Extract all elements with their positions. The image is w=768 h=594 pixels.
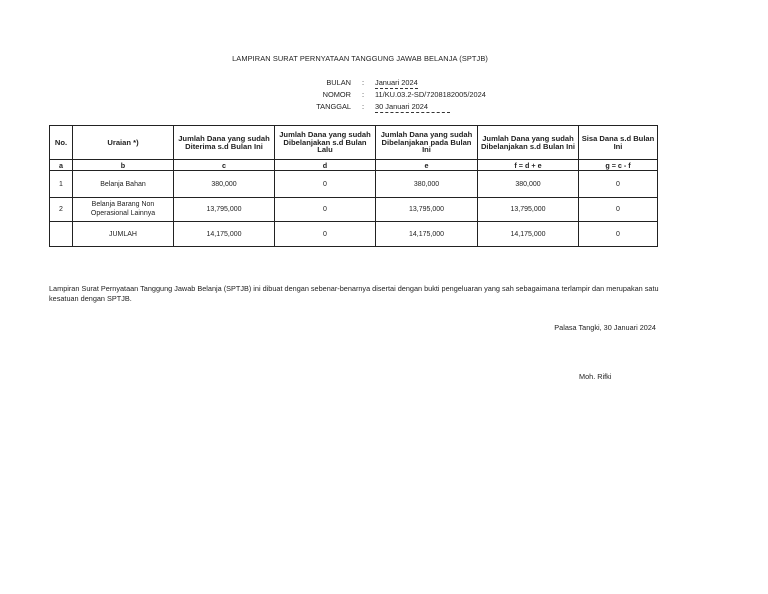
place-date: Palasa Tangki, 30 Januari 2024 [554, 323, 656, 332]
meta-row-tanggal [0, 102, 768, 114]
sptjb-table [49, 125, 658, 247]
cell-bulan-lalu: 0 [275, 171, 376, 198]
cell-bulan-ini: 380,000 [376, 171, 478, 198]
col-letter: d [275, 160, 376, 171]
col-letter: g = c - f [579, 160, 658, 171]
col-letter: b [73, 160, 174, 171]
meta-row-nomor [0, 90, 768, 102]
meta-value-nomor: 11/KU.03.2-SD/7208182005/2024 [375, 90, 486, 99]
col-letter: a [50, 160, 73, 171]
col-header-sisa: Sisa Dana s.d Bulan Ini [579, 126, 658, 160]
table-row [50, 198, 658, 222]
col-header-diterima: Jumlah Dana yang sudah Diterima s.d Bulan Ini [174, 126, 275, 160]
col-header-sd-bulan-ini: Jumlah Dana yang sudah Dibelanjakan s.d Bulan Ini [478, 126, 579, 160]
cell-uraian: Belanja Barang Non Operasional Lainnya [73, 198, 174, 222]
meta-colon: : [362, 102, 365, 111]
cell-uraian: Belanja Bahan [73, 171, 174, 198]
col-letter: c [174, 160, 275, 171]
meta-row-bulan [0, 78, 768, 90]
cell-sisa: 0 [579, 171, 658, 198]
meta-label: NOMOR [322, 90, 351, 99]
meta-colon: : [362, 90, 365, 99]
cell-bulan-ini: 13,795,000 [376, 198, 478, 222]
col-header-no: No. [50, 126, 73, 160]
cell-sd-bulan-ini: 380,000 [478, 171, 579, 198]
cell-no [50, 222, 73, 247]
col-header-bulan-lalu: Jumlah Dana yang sudah Dibelanjakan s.d Bulan Lalu [275, 126, 376, 160]
cell-sisa: 0 [579, 198, 658, 222]
document-title: LAMPIRAN SURAT PERNYATAAN TANGGUNG JAWAB BELANJA (SPTJB) [232, 54, 488, 63]
cell-bulan-lalu: 0 [275, 198, 376, 222]
col-header-bulan-ini: Jumlah Dana yang sudah Dibelanjakan pada Bulan Ini [376, 126, 478, 160]
cell-no: 2 [50, 198, 73, 222]
cell-sd-bulan-ini: 13,795,000 [478, 198, 579, 222]
cell-total-sd-bulan-ini: 14,175,000 [478, 222, 579, 247]
cell-total-sisa: 0 [579, 222, 658, 247]
closing-note: Lampiran Surat Pernyataan Tanggung Jawab Belanja (SPTJB) ini dibuat dengan sebenar-benarnya disertai dengan bukti pengeluaran yang sah sebagaimana terlampir dan merupakan satu kesatuan dengan SPTJB. [49, 284, 659, 303]
cell-diterima: 13,795,000 [174, 198, 275, 222]
col-letter: e [376, 160, 478, 171]
cell-diterima: 380,000 [174, 171, 275, 198]
meta-label: TANGGAL [316, 102, 351, 111]
table-total-row [50, 222, 658, 247]
cell-no: 1 [50, 171, 73, 198]
meta-value-bulan: Januari 2024 [375, 78, 418, 87]
cell-total-bulan-ini: 14,175,000 [376, 222, 478, 247]
signer-name: Moh. Rifki [579, 372, 612, 381]
table-row [50, 171, 658, 198]
meta-value-tanggal: 30 Januari 2024 [375, 102, 450, 113]
cell-jumlah-label: JUMLAH [73, 222, 174, 247]
table-header-row [50, 126, 658, 160]
col-letter: f = d + e [478, 160, 579, 171]
cell-total-bulan-lalu: 0 [275, 222, 376, 247]
col-header-uraian: Uraian *) [73, 126, 174, 160]
meta-label: BULAN [326, 78, 351, 87]
meta-colon: : [362, 78, 365, 87]
cell-total-diterima: 14,175,000 [174, 222, 275, 247]
table-letter-row [50, 160, 658, 171]
